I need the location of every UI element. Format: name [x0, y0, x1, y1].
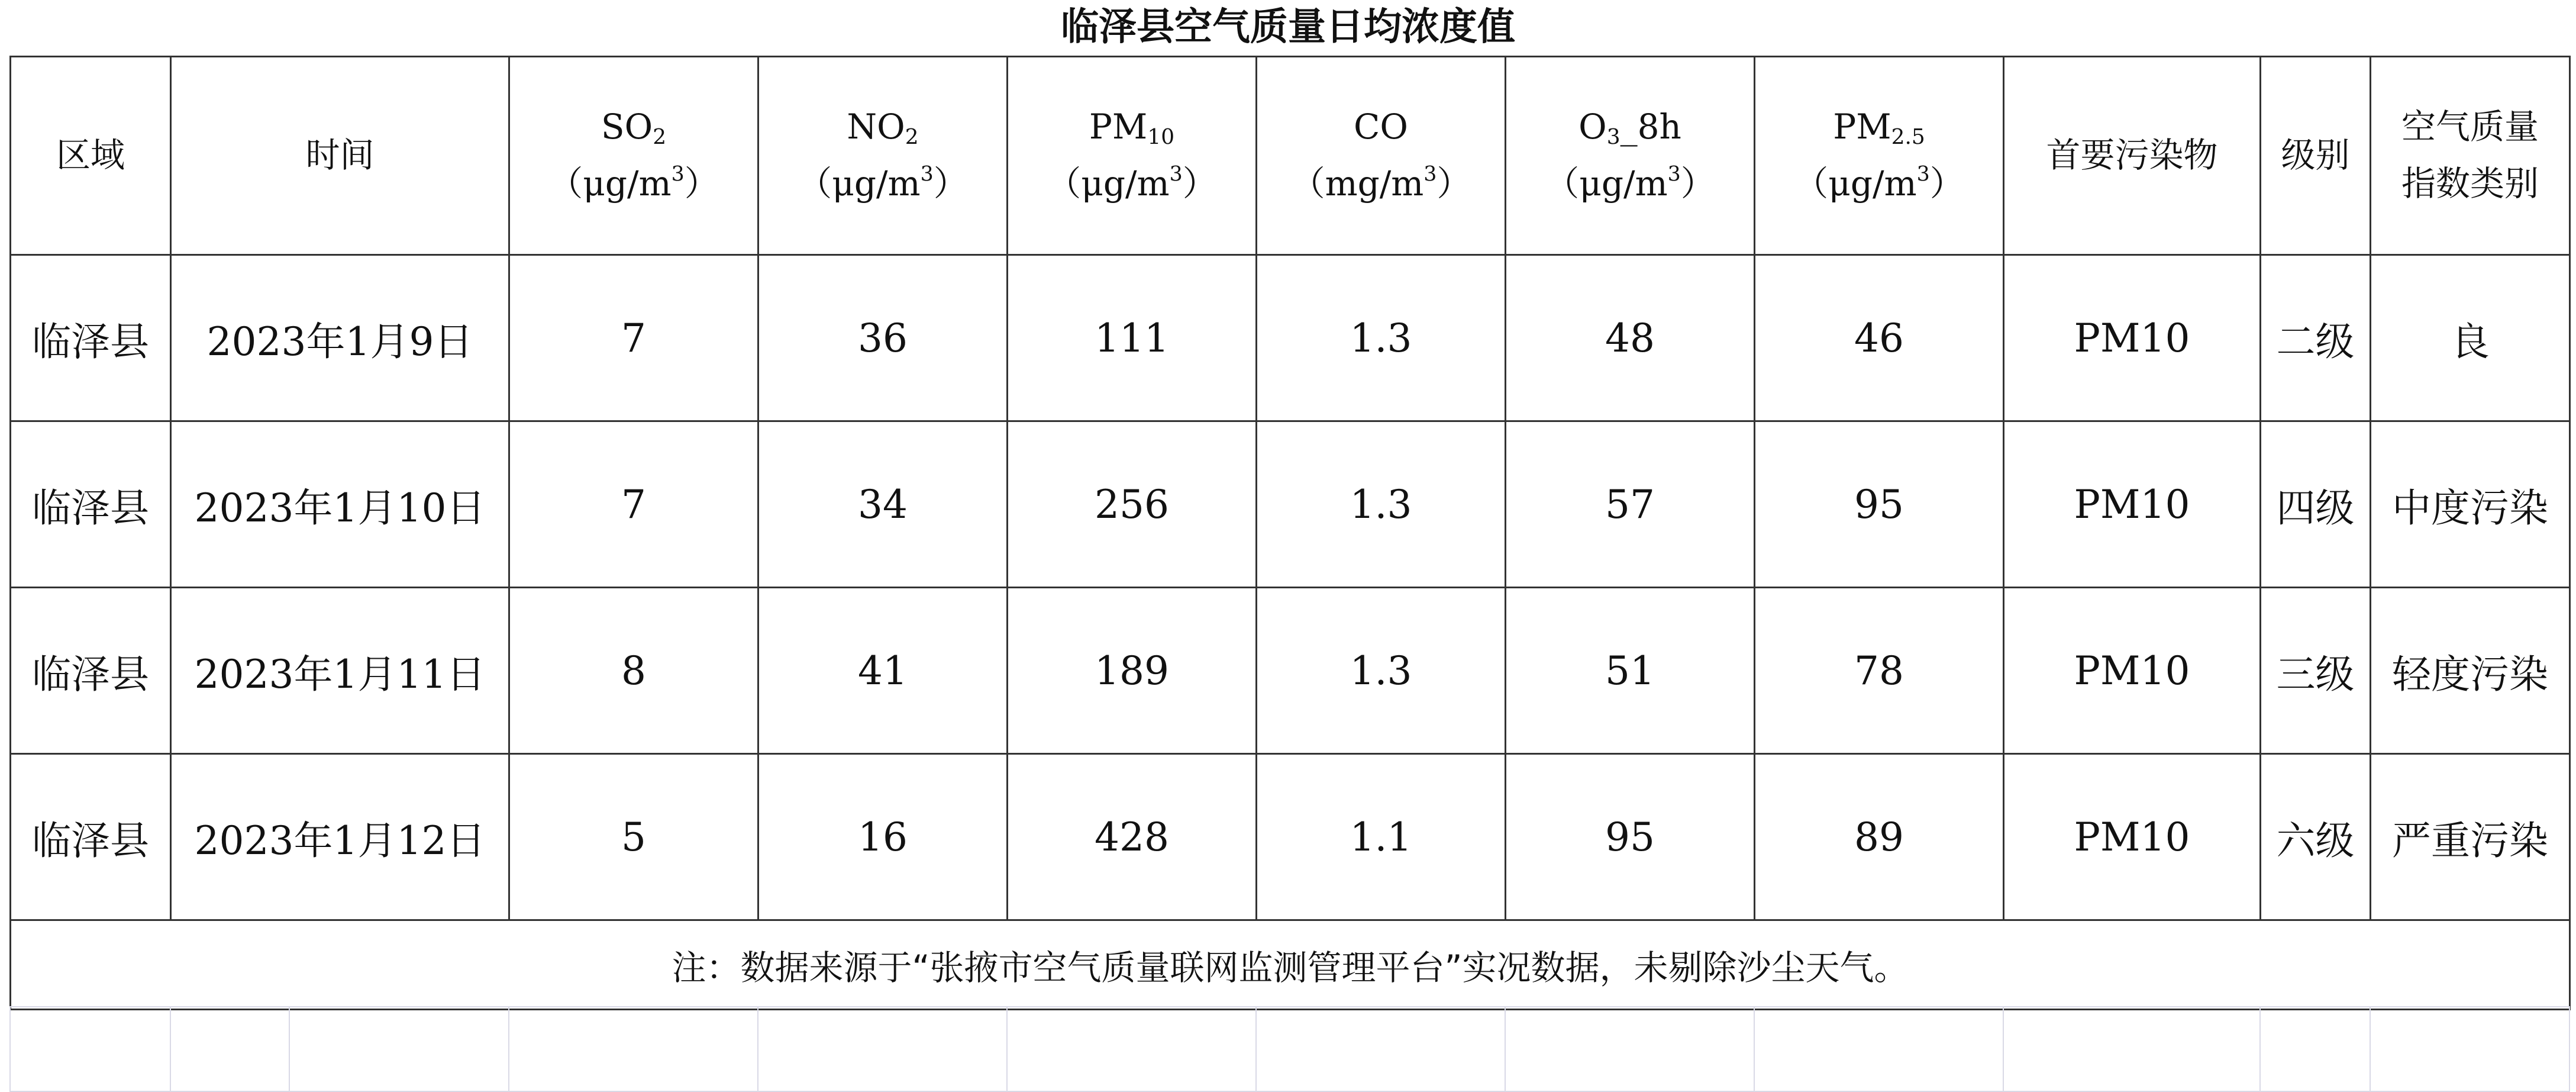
cell-date: 2023年1月9日 [171, 255, 509, 421]
cell-o3-8h: 48 [1506, 255, 1755, 421]
cell-pm10: 189 [1008, 588, 1257, 754]
cell-o3-8h: 51 [1506, 588, 1755, 754]
cell-primary-pollutant: PM10 [2004, 754, 2261, 920]
header-region: 区域 [11, 57, 171, 255]
empty-cell [1007, 1007, 1256, 1091]
cell-so2: 7 [509, 255, 758, 421]
cell-co: 1.3 [1257, 421, 1506, 588]
cell-primary-pollutant: PM10 [2004, 255, 2261, 421]
cell-date: 2023年1月12日 [171, 754, 509, 920]
table-title: 临泽县空气质量日均浓度值 [1061, 5, 1515, 49]
table-row [11, 754, 2570, 920]
cell-date: 2023年1月11日 [171, 588, 509, 754]
cell-region: 临泽县 [11, 754, 171, 920]
empty-cell [289, 1007, 509, 1091]
cell-region: 临泽县 [11, 588, 171, 754]
cell-pm10: 111 [1008, 255, 1257, 421]
cell-primary-pollutant: PM10 [2004, 421, 2261, 588]
empty-cell [1505, 1007, 1754, 1091]
cell-co: 1.3 [1257, 255, 1506, 421]
empty-cell [170, 1007, 289, 1091]
empty-cell [10, 1007, 170, 1091]
empty-cell [509, 1007, 758, 1091]
cell-so2: 7 [509, 421, 758, 588]
table-row [11, 255, 2570, 421]
header-co: CO $(mg/m^3)$ [1257, 57, 1506, 255]
header-no2: $NO_2$ $(\mu g/m^3)$ [758, 57, 1008, 255]
note-text: 注：数据来源于“张掖市空气质量联网监测管理平台”实况数据，未剔除沙尘天气。 [11, 920, 2570, 1010]
table-row [11, 588, 2570, 754]
cell-pm25: 95 [1755, 421, 2004, 588]
cell-date: 2023年1月10日 [171, 421, 509, 588]
cell-region: 临泽县 [11, 421, 171, 588]
cell-region: 临泽县 [11, 255, 171, 421]
cell-aqi-category: 严重污染 [2371, 754, 2570, 920]
empty-cell [2260, 1007, 2370, 1091]
cell-no2: 16 [758, 754, 1008, 920]
header-level: 级别 [2261, 57, 2371, 255]
cell-pm10: 256 [1008, 421, 1257, 588]
empty-cell [758, 1007, 1007, 1091]
header-so2: $SO_2$ $(\mu g/m^3)$ [509, 57, 758, 255]
cell-no2: 36 [758, 255, 1008, 421]
cell-no2: 34 [758, 421, 1008, 588]
cell-so2: 5 [509, 754, 758, 920]
cell-o3-8h: 57 [1506, 421, 1755, 588]
cell-level: 六级 [2261, 754, 2371, 920]
air-quality-table [9, 56, 2571, 1010]
header-row [11, 57, 2570, 255]
header-pm10: $PM_{10}$ $(\mu g/m^3)$ [1008, 57, 1257, 255]
cell-no2: 41 [758, 588, 1008, 754]
table-row [11, 421, 2570, 588]
header-primary-pollutant: 首要污染物 [2004, 57, 2261, 255]
cell-aqi-category: 轻度污染 [2371, 588, 2570, 754]
note-row [11, 920, 2570, 1010]
empty-cell [2370, 1007, 2569, 1091]
empty-cell [1754, 1007, 2003, 1091]
cell-pm25: 89 [1755, 754, 2004, 920]
cell-aqi-category: 中度污染 [2371, 421, 2570, 588]
cell-co: 1.3 [1257, 588, 1506, 754]
cell-o3-8h: 95 [1506, 754, 1755, 920]
header-pm25: $PM_{2.5}$ $(\mu g/m^3)$ [1755, 57, 2004, 255]
cell-pm25: 46 [1755, 255, 2004, 421]
cell-so2: 8 [509, 588, 758, 754]
cell-primary-pollutant: PM10 [2004, 588, 2261, 754]
empty-grid-row [9, 1006, 2570, 1092]
cell-pm25: 78 [1755, 588, 2004, 754]
empty-cell [2003, 1007, 2260, 1091]
cell-pm10: 428 [1008, 754, 1257, 920]
header-o3-8h: $O_3\_8h$ $(\mu g/m^3)$ [1506, 57, 1755, 255]
cell-level: 四级 [2261, 421, 2371, 588]
header-aqi-category: 空气质量 指数类别 [2371, 57, 2570, 255]
cell-co: 1.1 [1257, 754, 1506, 920]
cell-level: 三级 [2261, 588, 2371, 754]
header-time: 时间 [171, 57, 509, 255]
empty-cell [1256, 1007, 1505, 1091]
cell-aqi-category: 良 [2371, 255, 2570, 421]
cell-level: 二级 [2261, 255, 2371, 421]
